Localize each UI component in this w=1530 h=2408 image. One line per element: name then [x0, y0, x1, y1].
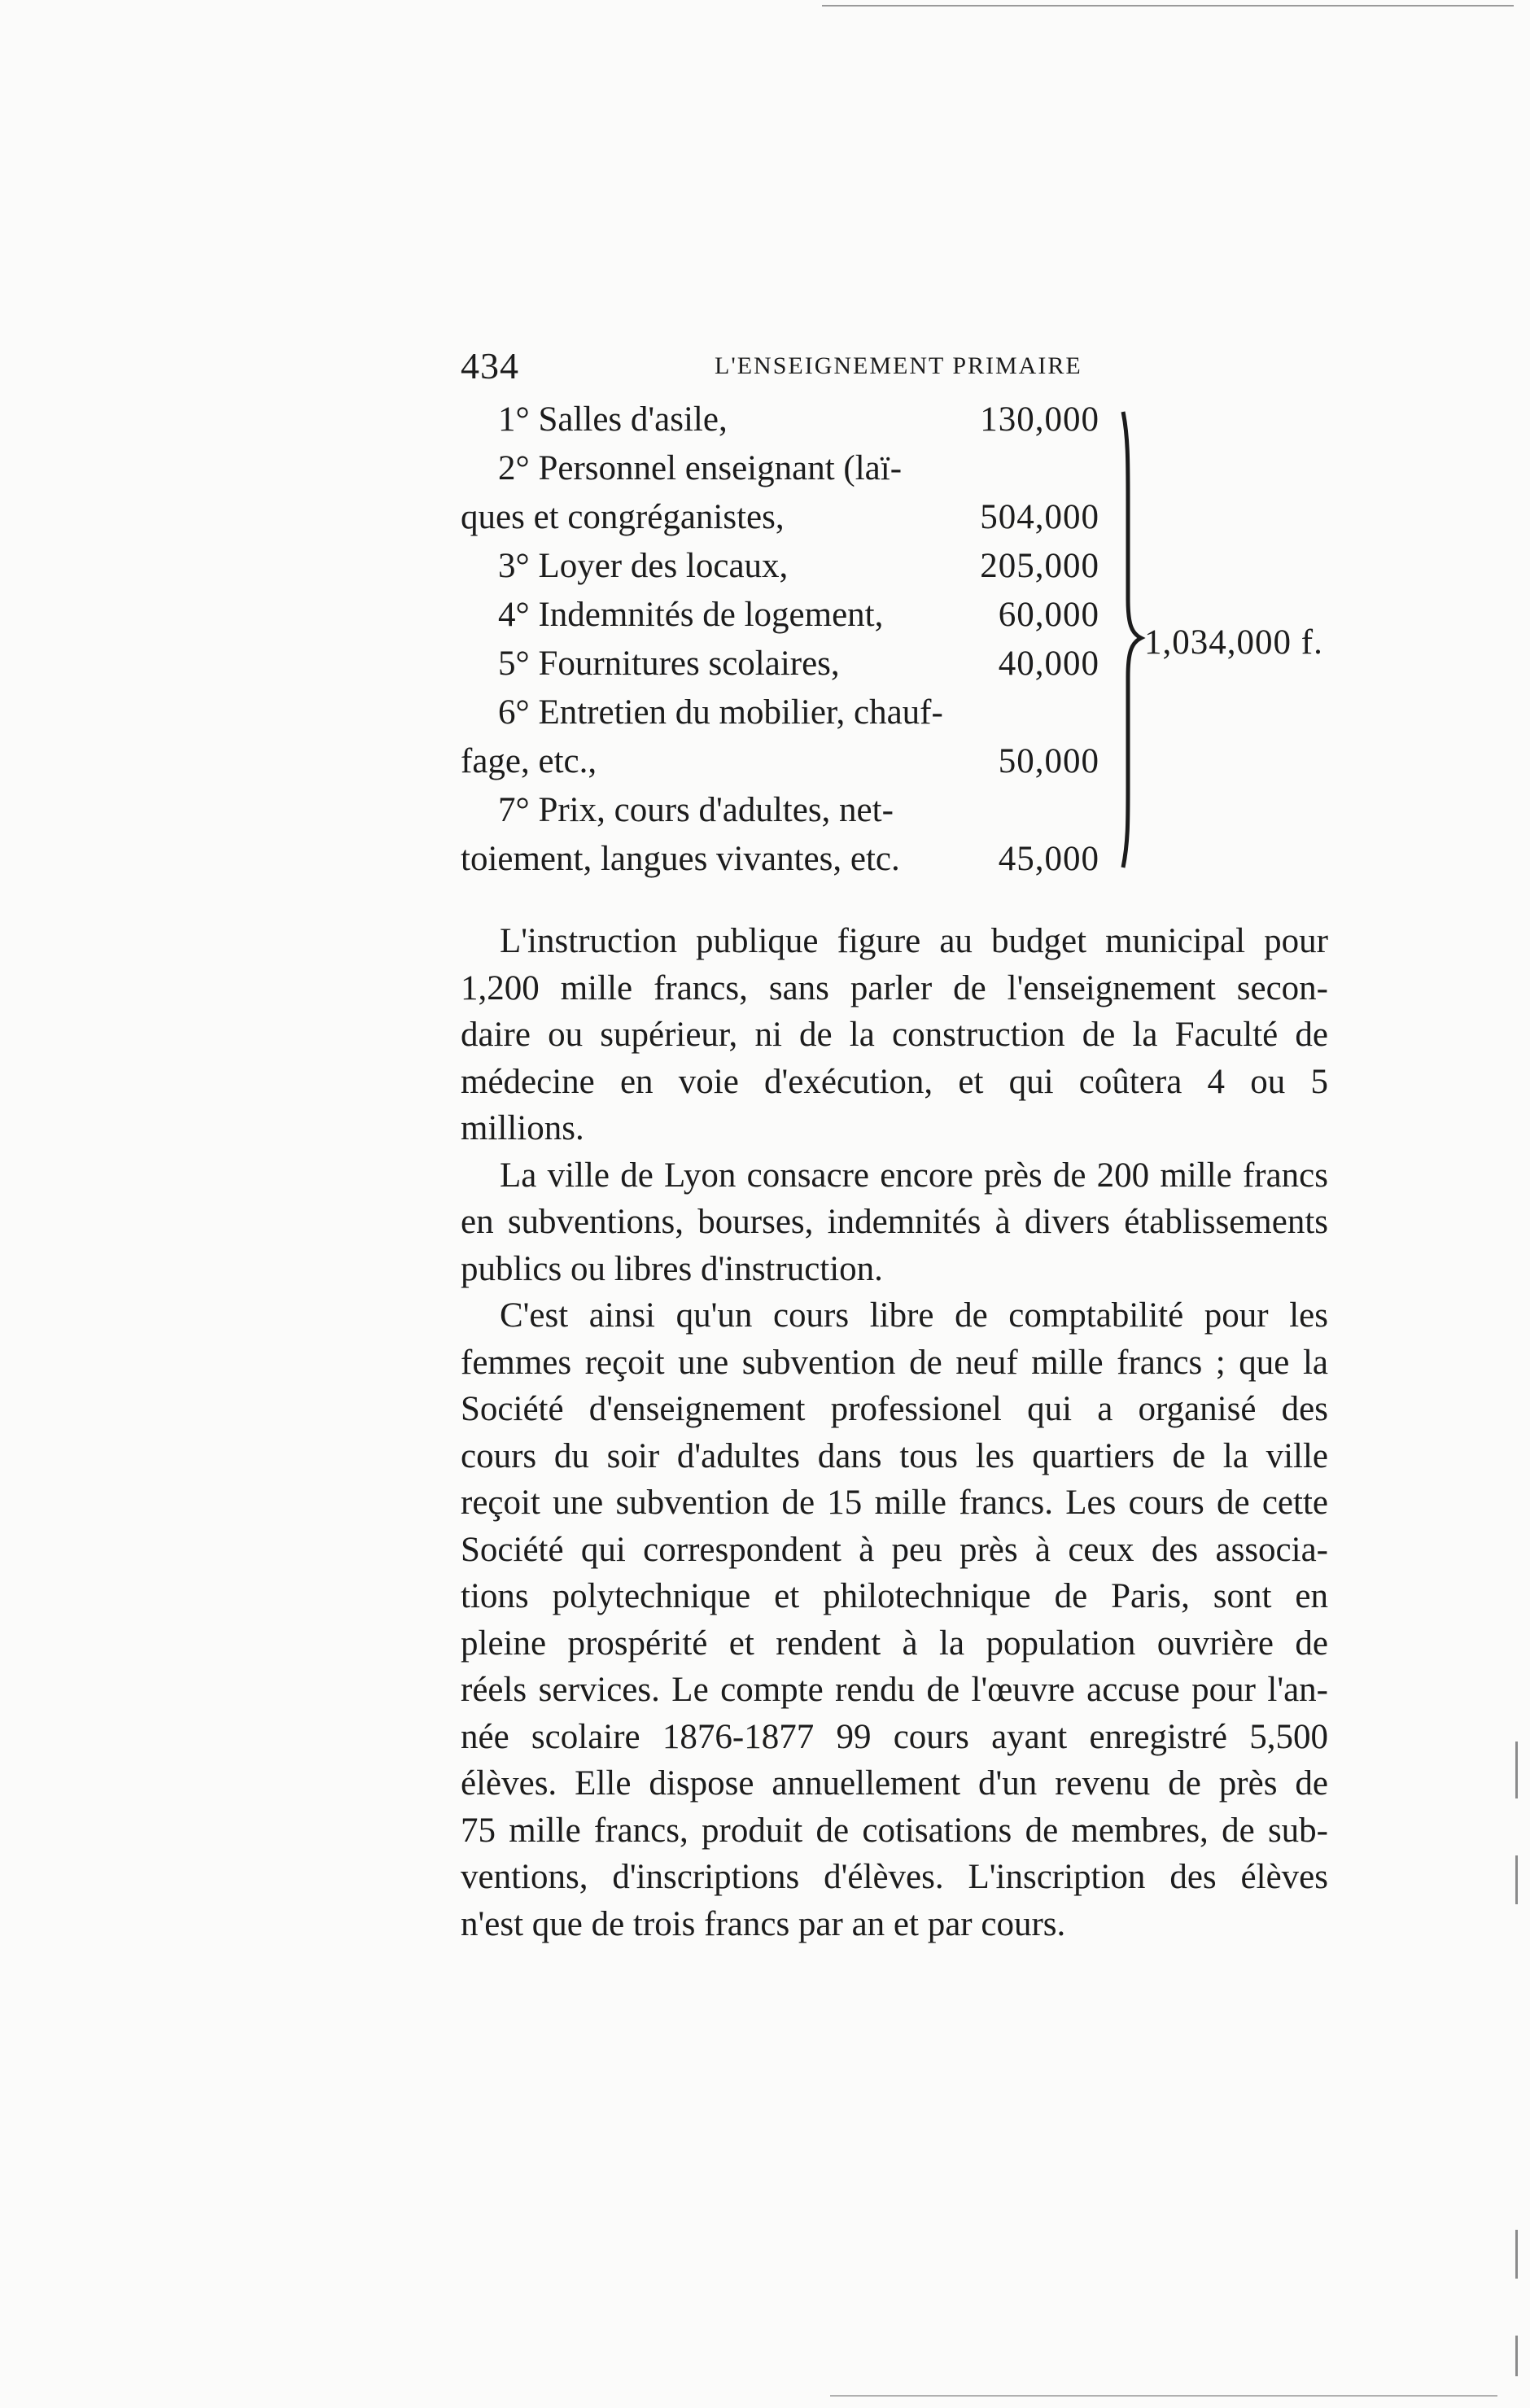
scan-mark	[1515, 2336, 1518, 2376]
body-text	[461, 918, 1328, 1947]
text-line: Société qui correspondent à peu près à ceux des associa-	[461, 1530, 1328, 1569]
text-line: ventions, d'inscriptions d'élèves. L'inscription des élèves	[461, 1858, 1328, 1896]
budget-label: 6° Entretien du mobilier, chauf-	[498, 693, 943, 732]
budget-total: 1,034,000 f.	[1144, 623, 1323, 662]
text-line: 1,200 mille francs, sans parler de l'enseignement secon-	[461, 968, 1328, 1007]
text-line: en subventions, bourses, indemnités à divers établissements	[461, 1203, 1328, 1241]
running-head	[461, 344, 1084, 393]
budget-label: toiement, langues vivantes, etc.	[461, 840, 900, 878]
budget-label: 7° Prix, cours d'adultes, net-	[498, 791, 894, 829]
scan-mark	[1515, 1855, 1518, 1904]
budget-row	[461, 444, 1099, 493]
paragraph	[461, 918, 1328, 1152]
budget-row	[461, 737, 1099, 786]
text-line: tions polytechnique et philotechnique de Paris, sont en	[461, 1577, 1328, 1615]
scan-mark	[1515, 2230, 1518, 2279]
text-line: La ville de Lyon consacre encore près de 200 mille francs	[500, 1156, 1328, 1195]
budget-row	[461, 396, 1099, 444]
text-line: millions.	[461, 1109, 584, 1147]
budget-label: 1° Salles d'asile,	[498, 400, 728, 439]
text-line: née scolaire 1876-1877 99 cours ayant enregistré 5,500	[461, 1717, 1328, 1756]
budget-amount: 40,000	[998, 645, 1099, 683]
text-line: daire ou supérieur, ni de la construction de la Faculté de	[461, 1016, 1328, 1054]
text-line: C'est ainsi qu'un cours libre de comptabilité pour les	[500, 1296, 1328, 1335]
text-line: Société d'enseignement professionel qui a organisé des	[461, 1390, 1328, 1428]
text-line: 75 mille francs, produit de cotisations de membres, de sub-	[461, 1811, 1328, 1850]
scan-mark	[1515, 1742, 1518, 1798]
budget-row	[461, 786, 1099, 835]
text-line: cours du soir d'adultes dans tous les quartiers de la ville	[461, 1436, 1328, 1475]
budget-label: fage, etc.,	[461, 742, 597, 780]
budget-row	[461, 835, 1099, 884]
budget-table	[461, 396, 1356, 884]
budget-amount: 130,000	[980, 400, 1099, 439]
text-line: L'instruction publique figure au budget municipal pour	[500, 922, 1328, 960]
text-line: réels services. Le compte rendu de l'œuvre accuse pour l'an-	[461, 1671, 1328, 1709]
budget-amount: 60,000	[998, 596, 1099, 634]
budget-row	[461, 688, 1099, 737]
text-line: pleine prospérité et rendent à la population ouvrière de	[461, 1624, 1328, 1663]
budget-label: 3° Loyer des locaux,	[498, 547, 789, 585]
budget-amount: 50,000	[998, 742, 1099, 780]
page-number: 434	[461, 345, 519, 387]
scan-edge-top	[822, 5, 1514, 7]
text-line: femmes reçoit une subvention de neuf mille francs ; que la	[461, 1343, 1328, 1382]
paragraph	[461, 1292, 1328, 1947]
text-line: publics ou libres d'instruction.	[461, 1249, 883, 1288]
budget-label: 5° Fournitures scolaires,	[498, 645, 840, 683]
text-line: élèves. Elle dispose annuellement d'un revenu de près de	[461, 1764, 1328, 1803]
budget-amount: 504,000	[980, 498, 1099, 536]
running-title: L'ENSEIGNEMENT PRIMAIRE	[715, 352, 1082, 379]
budget-row	[461, 493, 1099, 542]
budget-label: 2° Personnel enseignant (laï-	[498, 449, 903, 487]
budget-label: 4° Indemnités de logement,	[498, 596, 884, 634]
budget-row	[461, 640, 1099, 688]
paragraph	[461, 1152, 1328, 1293]
budget-row	[461, 591, 1099, 640]
text-line: médecine en voie d'exécution, et qui coûtera 4 ou 5	[461, 1062, 1328, 1101]
budget-row	[461, 542, 1099, 591]
text-line: n'est que de trois francs par an et par cours.	[461, 1904, 1066, 1943]
scan-edge-bottom	[830, 2395, 1497, 2397]
text-line: reçoit une subvention de 15 mille francs. Les cours de cette	[461, 1484, 1328, 1522]
budget-amount: 45,000	[998, 840, 1099, 878]
budget-label: ques et congréganistes,	[461, 498, 785, 536]
budget-amount: 205,000	[980, 547, 1099, 585]
